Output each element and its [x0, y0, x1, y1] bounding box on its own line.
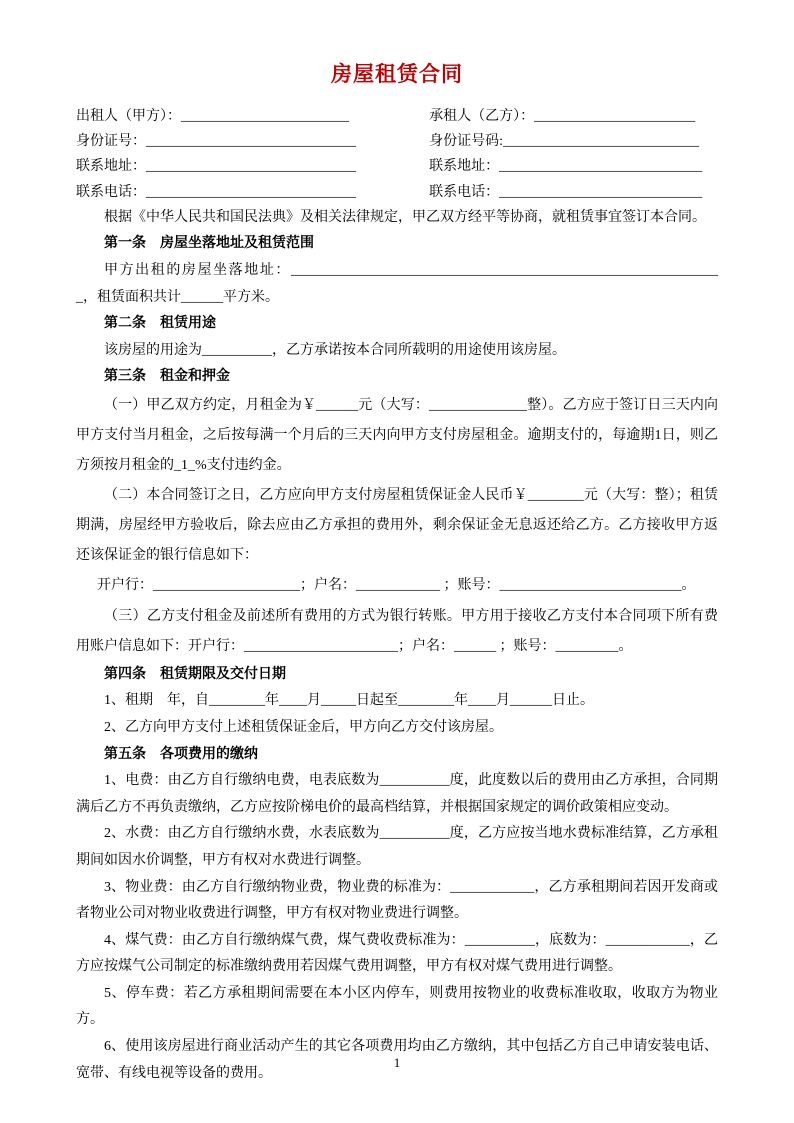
section-3-heading: 第三条 租金和押金 — [104, 369, 230, 385]
rent-payment-clause: （一）甲乙双方约定，月租金为￥______元（大写：______________整）。乙方应于签订日三天内向甲方支付当月租金，之后按每满一个月后的三天内向甲方支付房屋租金。逾期支付的，每逾期1日，则乙方须按月租金的_1_%支付违约金。 — [76, 397, 718, 474]
other-fee-item: 6、使用该房屋进行商业活动产生的其它各项费用均由乙方缴纳，其中包括乙方自己申请安装电话、宽带、有线电视等设备的费用。 — [76, 1039, 718, 1081]
section-2-clause: 该房屋的用途为__________，乙方承诺按本合同所载明的用途使用该房屋。 — [104, 342, 566, 358]
lessee-name-field: 承租人（乙方）：_______________________ — [429, 109, 696, 124]
electricity-fee-item: 1、电费：由乙方自行缴纳电费，电表底数为__________度，此度数以后的费用由乙方承担，合同期满后乙方不再负责缴纳，乙方应按阶梯电价的最高档结算，并根据国家规定的调价政策相应变动。 — [76, 773, 718, 815]
lessor-id-field: 身份证号：______________________________ — [76, 134, 356, 150]
party-fields-row — [76, 104, 718, 129]
lessee-phone-field: 联系电话：_____________________________ — [429, 184, 703, 200]
property-fee-item: 3、物业费：由乙方自行缴纳物业费，物业费的标准为：____________，乙方承租期间若因开发商或者物业公司对物业收费进行调整，甲方有权对物业费进行调整。 — [76, 879, 718, 922]
party-info-fields — [76, 104, 718, 205]
payment-method-clause: （三）乙方支付租金及前述所有费用的方式为银行转账。甲方用于接收乙方支付本合同项下所有费用账户信息如下：开户行：______________________；户名：______ ；账号：_________。 — [76, 608, 718, 654]
deposit-clause: （二）本合同签订之日，乙方应向甲方支付房屋租赁保证金人民币￥________元（大写：整）；租赁期满，房屋经甲方验收后，除去应由乙方承担的费用外，剩余保证金无息返还给乙方。乙方接收甲方返还该保证金的银行信息如下： — [76, 488, 718, 564]
lessor-phone-field: 联系电话：______________________________ — [76, 184, 356, 200]
document-title: 房屋租赁合同 — [331, 62, 463, 86]
section-1-clause: 甲方出租的房屋坐落地址：______________________________________________________________，租赁面积共计______平方米。 — [76, 262, 718, 305]
section-4-heading: 第四条 租赁期限及交付日期 — [104, 666, 286, 682]
party-fields-row — [76, 129, 718, 154]
delivery-item: 2、乙方向甲方支付上述租赁保证金后，甲方向乙方交付该房屋。 — [104, 719, 503, 735]
lessor-name-field: 出租人（甲方）：________________________ — [76, 109, 349, 124]
gas-fee-item: 4、煤气费：由乙方自行缴纳煤气费，煤气费收费标准为：__________，底数为：____________，乙方应按煤气公司制定的标准缴纳费用若因煤气费用调整，甲方有权对煤气费用进行调整。 — [76, 932, 718, 975]
lessee-address-field: 联系地址：_____________________________ — [429, 159, 703, 175]
intro-paragraph: 根据《中华人民共和国民法典》及相关法律规定，甲乙双方经平等协商，就租赁事宜签订本合同。 — [104, 209, 706, 225]
section-2-heading: 第二条 租赁用途 — [104, 316, 216, 332]
water-fee-item: 2、水费：由乙方自行缴纳水费，水表底数为__________度，乙方应按当地水费标准结算，乙方承租期间如因水价调整，甲方有权对水费进行调整。 — [76, 826, 718, 868]
party-fields-row — [76, 180, 718, 205]
lessor-address-field: 联系地址：______________________________ — [76, 159, 356, 175]
parking-fee-item: 5、停车费：若乙方承租期间需要在本小区内停车，则费用按物业的收费标准收取，收取方为物业方。 — [76, 985, 718, 1028]
section-5-heading: 第五条 各项费用的缴纳 — [104, 746, 258, 762]
party-fields-row — [76, 154, 718, 179]
deposit-bank-info-line: 开户行：_____________________；户名：____________ ；账号：__________________________。 — [97, 578, 696, 594]
lessee-id-field: 身份证号码:____________________________ — [429, 134, 699, 150]
section-1-heading: 第一条 房屋坐落地址及租赁范围 — [104, 236, 314, 252]
page-number: 1 — [393, 1055, 401, 1070]
lease-term-item: 1、租期 年，自________年____月_____日起至________年____月______日止。 — [104, 693, 594, 709]
